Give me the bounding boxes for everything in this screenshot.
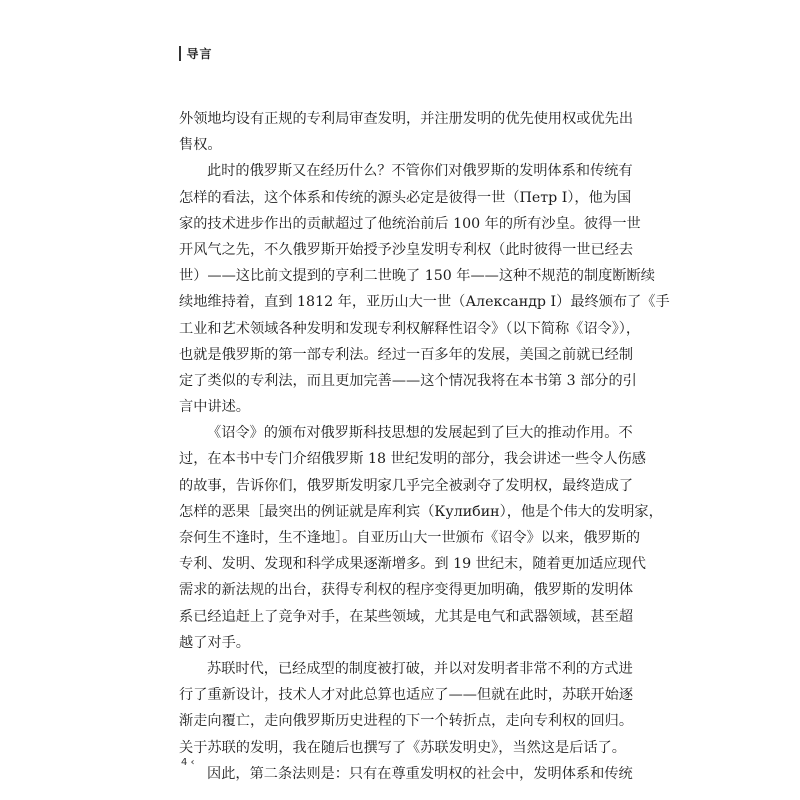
- text-line: 开风气之先，不久俄罗斯开始授予沙皇发明专利权（此时彼得一世已经去: [179, 241, 634, 258]
- text-line: 系已经追赶上了竞争对手，在某些领域，尤其是电气和武器领域，甚至超: [179, 608, 634, 625]
- text-line: 世）——这比前文提到的亨利二世晚了 150 年——这种不规范的制度断断续: [179, 268, 655, 285]
- section-title: 导言: [186, 46, 213, 61]
- text-line: 渐走向覆亡，走向俄罗斯历史进程的下一个转折点，走向专利权的回归。: [179, 713, 634, 730]
- page-number: 4 ‹: [181, 757, 195, 768]
- paragraph-start-line: 《诏令》的颁布对俄罗斯科技思想的发展起到了巨大的推动作用。不: [207, 425, 633, 442]
- text-line: 怎样的看法，这个体系和传统的源头必定是彼得一世（Петр I），他为国: [179, 189, 632, 206]
- text-line: 行了重新设计，技术人才对此总算也适应了——但就在此时，苏联开始逐: [179, 687, 634, 704]
- text-line: 也就是俄罗斯的第一部专利法。经过一百多年的发展，美国之前就已经制: [179, 346, 634, 363]
- running-header: [179, 43, 213, 63]
- text-line: 的故事，告诉你们，俄罗斯发明家几乎完全被剥夺了发明权，最终造成了: [179, 477, 634, 494]
- text-line: 奈何生不逢时，生不逢地］。自亚历山大一世颁布《诏令》以来，俄罗斯的: [179, 530, 641, 546]
- text-line: 工业和艺术领域各种发明和发现专利权解释性诏令》（以下简称《诏令》），: [179, 320, 641, 337]
- text-line: 专利、发明、发现和科学成果逐渐增多。到 19 世纪末，随着更加适应现代: [179, 556, 646, 573]
- text-line: 过，在本书中专门介绍俄罗斯 18 世纪发明的部分，我会讲述一些令人伤感: [179, 451, 646, 468]
- text-line: 续地维持着，直到 1812 年，亚历山大一世（Александр I）最终颁布了《手: [179, 294, 670, 311]
- text-line: 越了对手。: [179, 634, 250, 651]
- text-line: 言中讲述。: [179, 399, 250, 416]
- header-divider: [179, 46, 181, 61]
- text-line: 需求的新法规的出台，获得专利权的程序变得更加明确，俄罗斯的发明体: [179, 582, 634, 599]
- text-line: 关于苏联的发明，我在随后也撰写了《苏联发明史》，当然这是后话了。: [179, 739, 626, 756]
- body-text: [179, 106, 670, 787]
- text-line: 定了类似的专利法，而且更加完善——这个情况我将在本书第 3 部分的引: [179, 372, 637, 389]
- paragraph-start-line: 因此，第二条法则是：只有在尊重发明权的社会中，发明体系和传统: [207, 765, 633, 782]
- paragraph-start-line: 此时的俄罗斯又在经历什么？不管你们对俄罗斯的发明体系和传统有: [207, 163, 633, 180]
- text-line: 家的技术进步作出的贡献超过了他统治前后 100 年的所有沙皇。彼得一世: [179, 215, 641, 232]
- text-line: 外领地均设有正规的专利局审查发明，并注册发明的优先使用权或优先出: [179, 111, 634, 127]
- text-line: 售权。: [179, 137, 222, 154]
- paragraph-start-line: 苏联时代，已经成型的制度被打破，并以对发明者非常不利的方式进: [207, 660, 633, 677]
- text-line: 怎样的恶果［最突出的例证就是库利宾（Кулибин），他是个伟大的发明家，: [179, 503, 663, 520]
